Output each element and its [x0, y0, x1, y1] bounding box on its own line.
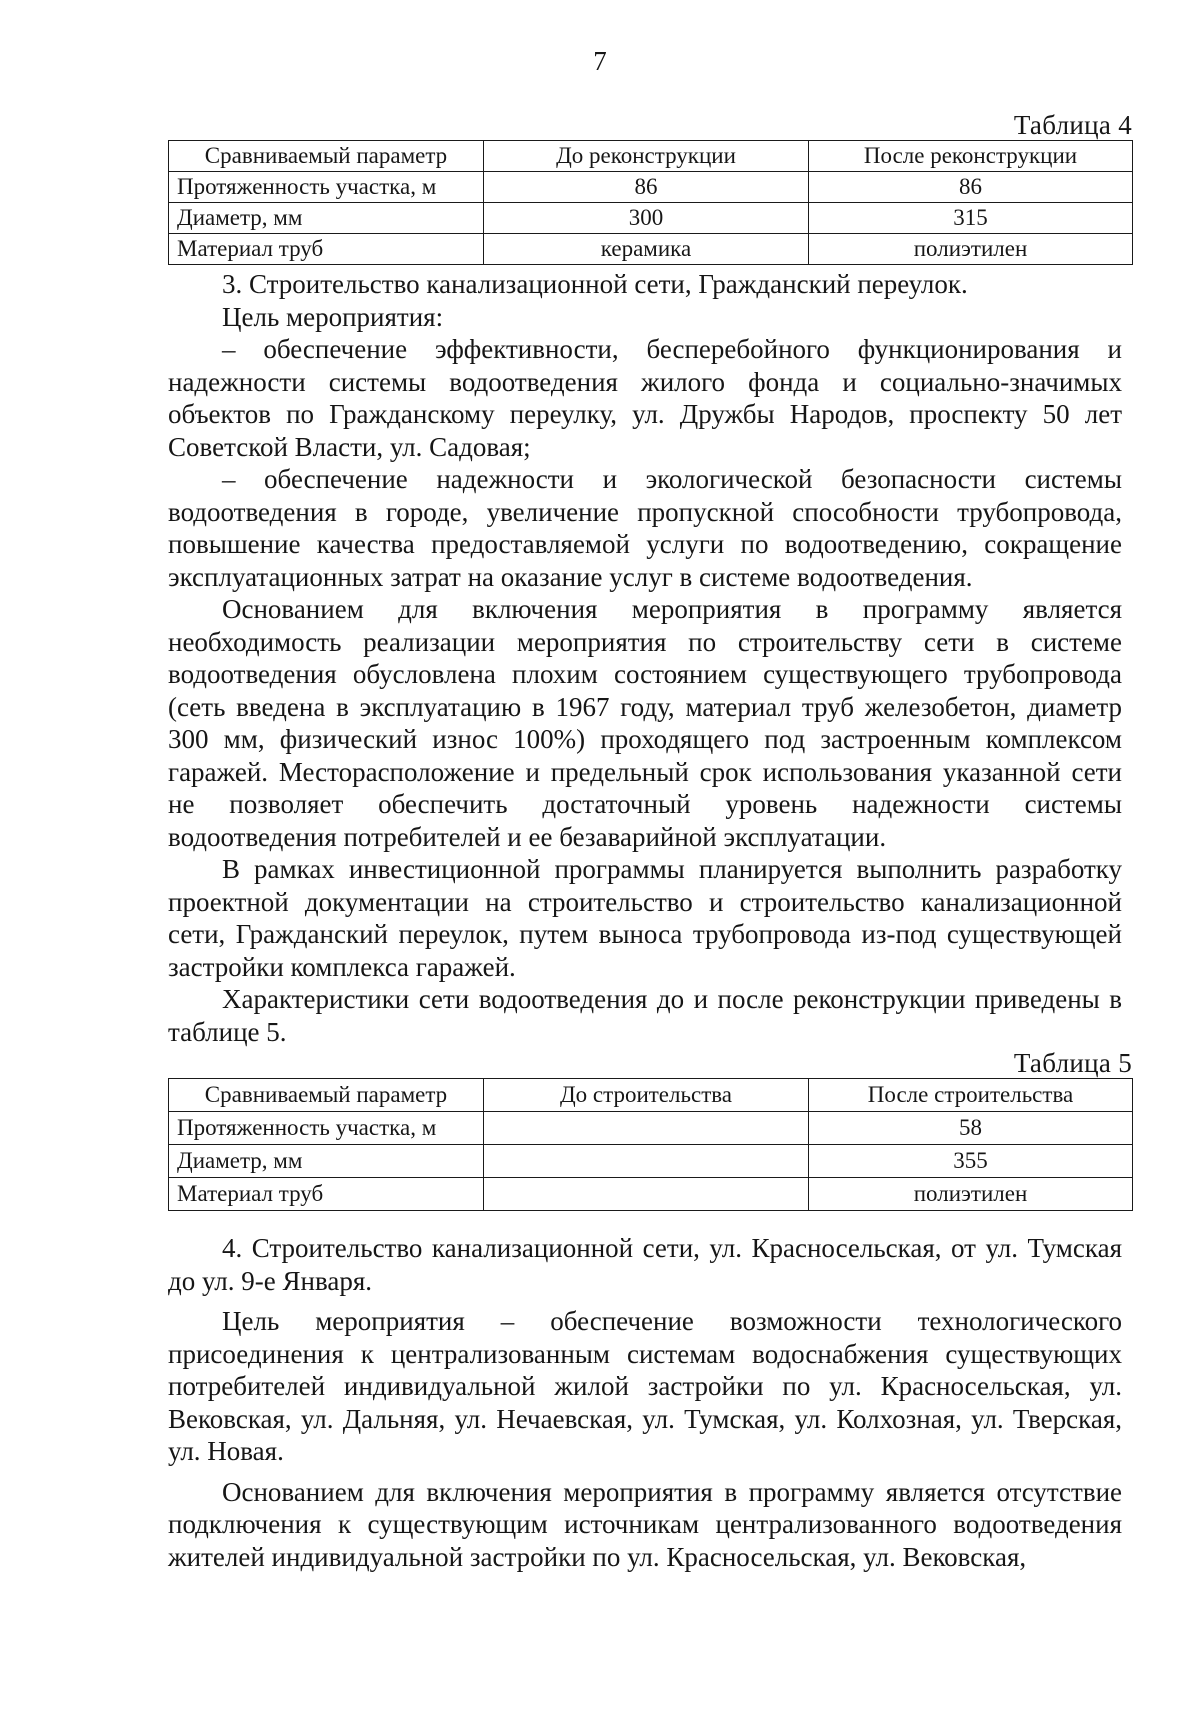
- table-cell: [484, 1112, 809, 1145]
- table-5-caption: Таблица 5: [1013, 1048, 1132, 1078]
- table-header-cell: До строительства: [484, 1079, 809, 1112]
- table-cell: [484, 1178, 809, 1211]
- paragraph: Основанием для включения мероприятия в программу является необходимость реализации мероприятия по строительству сети в системе водоотведения обусловлена плохим состоянием существующего трубопровода (сеть введена в эксплуатацию в 1967 году, материал труб железобетон, диаметр 300 мм, физический износ 100%) проходящего под застроенным комплексом гаражей. Месторасположение и предельный срок использования указанной сети не позволяет обеспечить достаточный уровень надежности системы водоотведения потребителей и ее безаварийной эксплуатации.: [168, 594, 1122, 852]
- bullet-item: – обеспечение надежности и экологической безопасности системы водоотведения в городе, увеличение пропускной способности трубопровода, повышение качества предоставляемой услуги по водоотведению, сокращение эксплуатационных затрат на оказание услуг в системе водоотведения.: [168, 464, 1122, 592]
- section-4-heading: 4. Строительство канализационной сети, ул. Красносельская, от ул. Тумская до ул. 9-е Января.: [168, 1233, 1122, 1296]
- table-row: [169, 203, 1133, 234]
- table-cell: Материал труб: [169, 234, 484, 265]
- table-header-cell: После реконструкции: [809, 141, 1133, 172]
- table-cell: 86: [809, 172, 1133, 203]
- table-cell: [484, 1145, 809, 1178]
- table-row: [169, 234, 1133, 265]
- goal-label: Цель мероприятия:: [222, 301, 444, 332]
- table-header-cell: Сравниваемый параметр: [169, 141, 484, 172]
- bullet-item: – обеспечение эффективности, бесперебойного функционирования и надежности системы водоотведения жилого фонда и социально-значимых объектов по Гражданскому переулку, ул. Дружбы Народов, проспекту 50 лет Советской Власти, ул. Садовая;: [168, 334, 1122, 462]
- paragraph: Основанием для включения мероприятия в программу является отсутствие подключения к существующим источникам централизованного водоотведения жителей индивидуальной застройки по ул. Красносельская, ул. Вековская,: [168, 1476, 1122, 1572]
- table-5: [168, 1078, 1133, 1211]
- paragraph: В рамках инвестиционной программы планируется выполнить разработку проектной документации на строительство и строительство канализационной сети, Гражданский переулок, путем выноса трубопровода из-под существующей застройки комплекса гаражей.: [168, 854, 1122, 982]
- section-3-heading: 3. Строительство канализационной сети, Гражданский переулок.: [222, 269, 968, 299]
- table-cell: Диаметр, мм: [169, 203, 484, 234]
- table-4-caption: Таблица 4: [1013, 110, 1132, 140]
- table-4: [168, 140, 1133, 265]
- table-cell: 315: [809, 203, 1133, 234]
- section-3-text: [168, 268, 1122, 1048]
- table-row: [169, 1145, 1133, 1178]
- table-row: [169, 172, 1133, 203]
- table-cell: полиэтилен: [809, 234, 1133, 265]
- table-header-row: [169, 141, 1133, 172]
- table-row: [169, 1178, 1133, 1211]
- table-cell: керамика: [484, 234, 809, 265]
- table-cell: Материал труб: [169, 1178, 484, 1211]
- table-cell: 58: [809, 1112, 1133, 1145]
- table-header-row: [169, 1079, 1133, 1112]
- table-cell: Протяженность участка, м: [169, 172, 484, 203]
- table-header-cell: После строительства: [809, 1079, 1133, 1112]
- table-header-cell: До реконструкции: [484, 141, 809, 172]
- page-number: 7: [593, 46, 607, 76]
- table-cell: 86: [484, 172, 809, 203]
- table-cell: Протяженность участка, м: [169, 1112, 484, 1145]
- paragraph: Цель мероприятия – обеспечение возможности технологического присоединения к централизованным системам водоснабжения существующих потребителей индивидуальной жилой застройки по ул. Красносельская, ул. Вековская, ул. Дальняя, ул. Нечаевская, ул. Тумская, ул. Колхозная, ул. Тверская, ул. Новая.: [168, 1306, 1122, 1466]
- table-cell: полиэтилен: [809, 1178, 1133, 1211]
- table-cell: Диаметр, мм: [169, 1145, 484, 1178]
- paragraph: Характеристики сети водоотведения до и после реконструкции приведены в таблице 5.: [168, 984, 1122, 1047]
- table-cell: 355: [809, 1145, 1133, 1178]
- table-header-cell: Сравниваемый параметр: [169, 1079, 484, 1112]
- section-4-text: [168, 1232, 1122, 1573]
- table-row: [169, 1112, 1133, 1145]
- table-cell: 300: [484, 203, 809, 234]
